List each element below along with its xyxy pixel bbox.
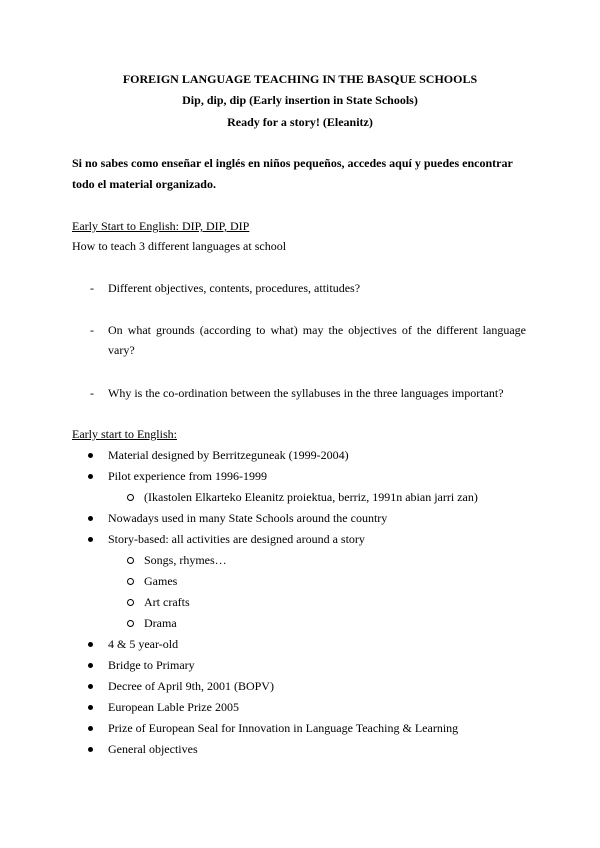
list-item: Story-based: all activities are designed around a story	[88, 529, 528, 550]
question-text: Why is the co-ordination between the syllabuses in the three languages important?	[108, 386, 504, 400]
document-subtitle: Dip, dip, dip (Early insertion in State Schools)	[182, 93, 418, 107]
list-item: Material designed by Berritzeguneak (1999-2004)	[88, 445, 528, 466]
bullet-icon	[88, 684, 93, 689]
list-item: European Lable Prize 2005	[88, 697, 528, 718]
dash-marker: -	[90, 323, 94, 337]
bullet-list	[88, 445, 528, 760]
list-item: Bridge to Primary	[88, 655, 528, 676]
list-item: Nowadays used in many State Schools around the country	[88, 508, 528, 529]
bullet-icon	[88, 642, 93, 647]
question-text: On what grounds (according to what) may the objectives of the different language vary?	[108, 323, 526, 357]
bullet-icon	[88, 726, 93, 731]
sub-list-item: Drama	[88, 613, 528, 634]
list-item: Pilot experience from 1996-1999	[88, 466, 528, 487]
circle-bullet-icon	[127, 557, 134, 564]
bullet-icon	[88, 537, 93, 542]
sub-list-item: Songs, rhymes…	[88, 550, 528, 571]
bullet-icon	[88, 663, 93, 668]
list-item: 4 & 5 year-old	[88, 634, 528, 655]
dash-marker: -	[90, 281, 94, 295]
question-item	[90, 383, 526, 403]
section2-heading: Early start to English:	[72, 427, 177, 441]
bullet-icon	[88, 705, 93, 710]
list-item: Prize of European Seal for Innovation in Language Teaching & Learning	[88, 718, 528, 739]
circle-bullet-icon	[127, 599, 134, 606]
bullet-icon	[88, 474, 93, 479]
section1-subheading: How to teach 3 different languages at school	[72, 239, 287, 253]
sub-list-item: Games	[88, 571, 528, 592]
list-item: Decree of April 9th, 2001 (BOPV)	[88, 676, 528, 697]
bullet-icon	[88, 453, 93, 458]
bullet-icon	[88, 516, 93, 521]
question-text: Different objectives, contents, procedures, attitudes?	[108, 281, 361, 295]
dash-marker: -	[90, 386, 94, 400]
sub-list-item: (Ikastolen Elkarteko Eleanitz proiektua, berriz, 1991n abian jarri zan)	[88, 487, 528, 508]
list-item: General objectives	[88, 739, 528, 760]
circle-bullet-icon	[127, 620, 134, 627]
sub-list-item: Art crafts	[88, 592, 528, 613]
question-item	[90, 278, 526, 298]
circle-bullet-icon	[127, 494, 134, 501]
question-item	[90, 320, 526, 360]
section1-heading: Early Start to English: DIP, DIP, DIP	[72, 219, 250, 233]
bullet-icon	[88, 747, 93, 752]
document-subtitle-2: Ready for a story! (Eleanitz)	[227, 115, 373, 129]
intro-paragraph: Si no sabes como enseñar el inglés en niños pequeños, accedes aquí y puedes encontrar todo el material organizado.	[72, 156, 513, 191]
document-title: FOREIGN LANGUAGE TEACHING IN THE BASQUE SCHOOLS	[122, 72, 478, 86]
circle-bullet-icon	[127, 578, 134, 585]
